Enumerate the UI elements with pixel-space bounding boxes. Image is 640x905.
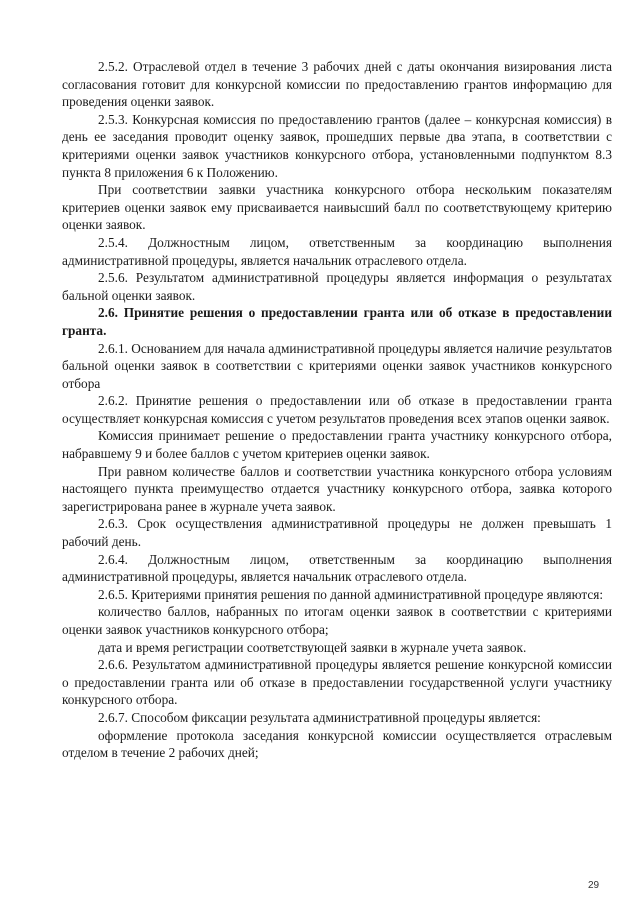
paragraph-2-6-7: 2.6.7. Способом фиксации результата административной процедуры является: [98,709,541,725]
paragraph-protocol: оформление протокола заседания конкурсной комиссии осуществляется отраслевым отделом в течение 2 рабочих дней; [62,727,612,761]
paragraph-2-6-4: 2.6.4. Должностным лицом, ответственным за координацию выполнения административной процедуры, является начальник отраслевого отдела. [62,551,612,585]
criterion-registration-date: дата и время регистрации соответствующей заявки в журнале учета заявок. [98,639,527,655]
paragraph-2-5-2: 2.5.2. Отраслевой отдел в течение 3 рабочих дней с даты окончания визирования листа согласования готовит для конкурсной комиссии по предоставлению грантов информацию для проведения оценки заявок. [62,59,612,110]
section-heading-2-6: 2.6. Принятие решения о предоставлении гранта или об отказе в предоставлении гранта. [62,305,612,338]
criterion-score-count: количество баллов, набранных по итогам оценки заявок в соответствии с критериями оценки заявок участников конкурсного отбора; [62,604,612,637]
paragraph-commission-decision: Комиссия принимает решение о предоставлении гранта участнику конкурсного отбора, набравшему 9 и более баллов с учетом критериев оценки заявок. [62,428,612,462]
paragraph-2-6-5: 2.6.5. Критериями принятия решения по данной административной процедуре являются: [98,586,604,602]
paragraph-2-5-6: 2.5.6. Результатом административной процедуры является информация о результатах бальной оценки заявок. [62,270,612,303]
paragraph-equal-score: При равном количестве баллов и соответствии участника конкурсного отбора условиям настоящего пункта преимущество отдается участнику конкурсного отбора, заявка которого зарегистрирована ранее в журнале учета заявок. [62,463,612,514]
paragraph-highest-score: При соответствии заявки участника конкурсного отбора нескольким показателям критериев оценки заявок ему присваивается наивысший балл по соответствующему критерию оценки заявок. [62,182,612,233]
page-number: 29 [588,880,600,891]
paragraph-2-6-6: 2.6.6. Результатом административной процедуры является решение конкурсной комиссии о предоставлении гранта или об отказе в предоставлении государственной услуги участнику конкурсного отбора. [62,657,612,708]
paragraph-2-5-3: 2.5.3. Конкурсная комиссия по предоставлению грантов (далее – конкурсная комиссия) в день ее заседания проводит оценку заявок, прошедших первые два этапа, в соответствии с критериями оценки заявок участников конкурсного отбора, установленными подпунктом 8.3 пункта 8 приложения 6 к Положению. [62,111,612,180]
paragraph-2-6-3: 2.6.3. Срок осуществления административной процедуры не должен превышать 1 рабочий день. [62,516,612,550]
paragraph-2-6-1: 2.6.1. Основанием для начала административной процедуры является наличие результатов бальной оценки заявок в соответствии с критериями оценки заявок участников конкурсного отбора [62,340,612,391]
document-page [62,58,612,762]
paragraph-2-6-2: 2.6.2. Принятие решения о предоставлении или об отказе в предоставлении гранта осуществляет конкурсная комиссия с учетом результатов проведения всех этапов оценки заявок. [62,393,612,426]
paragraph-2-5-4: 2.5.4. Должностным лицом, ответственным за координацию выполнения административной процедуры, является начальник отраслевого отдела. [62,234,612,268]
